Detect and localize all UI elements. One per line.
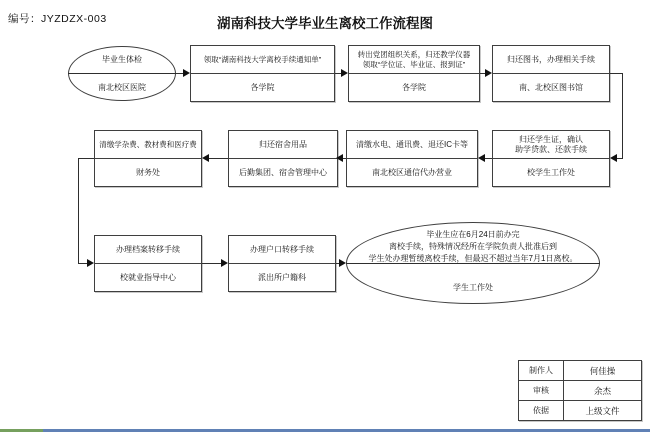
flow-line (202, 263, 221, 264)
arrow-left-icon (478, 154, 485, 162)
node-get-notice (190, 45, 335, 102)
node-dept: 后勤集团、宿舍管理中心 (239, 168, 327, 177)
node-task: 清缴学杂费、教材费和医疗费 (95, 131, 201, 159)
info-table (518, 360, 642, 421)
flow-line (78, 158, 79, 264)
flow-line (209, 158, 228, 159)
arrow-right-icon (183, 69, 190, 77)
flow-line (343, 158, 346, 159)
node-return-dorm-items (228, 130, 338, 187)
note-text: 毕业生应在6月24日前办完 离校手续，特殊情况经所在学院负责人批准后到 学生处办理暂缓离校手续，但最迟不超过当年7月1日离校。 (368, 230, 578, 263)
node-dept: 各学院 (402, 83, 426, 92)
table-row: 审核 余杰 (519, 381, 641, 401)
flow-line (485, 158, 492, 159)
node-dept: 各学院 (250, 83, 275, 92)
node-task-label: 毕业生体检 (102, 55, 142, 64)
node-dept: 校就业指导中心 (120, 273, 176, 282)
document-code: 编号：JYZDZX-003 (8, 13, 107, 25)
table-row: 制作人 何佳操 (519, 361, 641, 381)
node-task: 归还学生证，确认 助学贷款、还款手续 (493, 131, 609, 159)
node-transfer-party-relations (348, 45, 480, 102)
arrow-right-icon (339, 259, 346, 267)
arrow-right-icon (485, 69, 492, 77)
flow-line (78, 158, 94, 159)
bottom-strip-blue (43, 429, 650, 432)
arrow-right-icon (87, 259, 94, 267)
node-task: 清缴水电、通讯费、退还IC卡等 (347, 131, 477, 159)
node-task: 办理档案转移手续 (95, 236, 201, 264)
node-pay-tuition-fees (94, 130, 202, 187)
node-return-books (492, 45, 610, 102)
node-dept: 校学生工作处 (527, 168, 575, 177)
flow-line (78, 263, 87, 264)
node-task: 领取“湖南科技大学离校手续通知单” (191, 46, 334, 74)
arrow-left-icon (202, 154, 209, 162)
arrow-left-icon (610, 154, 617, 162)
arrow-right-icon (341, 69, 348, 77)
flow-line (68, 73, 176, 74)
node-dept: 南、北校区图书馆 (519, 83, 583, 92)
flow-line (346, 263, 600, 264)
node-return-student-card (492, 130, 610, 187)
node-dept: 财务处 (136, 168, 160, 177)
flow-line (622, 73, 623, 159)
node-task: 归还图书，办理相关手续 (493, 46, 609, 74)
table-row: 依据 上级文件 (519, 401, 641, 420)
flow-line (617, 158, 623, 159)
flow-line (176, 73, 183, 74)
arrow-left-icon (336, 154, 343, 162)
node-pay-utilities (346, 130, 478, 187)
page-title: 湖南科技大学毕业生离校工作流程图 (217, 16, 433, 31)
node-dept-label: 南北校区医院 (98, 83, 146, 92)
node-task: 转出党团组织关系，归还教学仪器 领取“学位证、毕业证、报到证” (349, 46, 479, 74)
node-archive-transfer (94, 235, 202, 292)
node-task: 归还宿舍用品 (229, 131, 337, 159)
node-dept: 南北校区通信代办营业 (372, 168, 452, 177)
node-dept-label: 学生工作处 (453, 283, 493, 292)
bottom-strip-green (0, 429, 43, 432)
node-dept: 派出所户籍科 (258, 273, 306, 282)
node-task: 办理户口转移手续 (229, 236, 335, 264)
node-hukou-transfer (228, 235, 336, 292)
arrow-right-icon (221, 259, 228, 267)
